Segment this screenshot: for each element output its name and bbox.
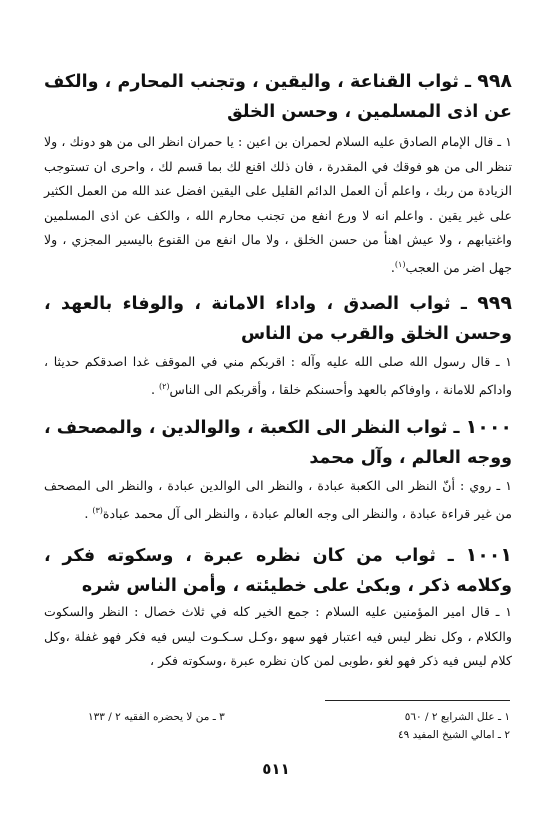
footnote-ref: (٢)	[158, 381, 170, 391]
footnote: ٣ ـ من لا يحضره الفقيه ٢ / ١٣٣	[88, 711, 225, 723]
section-paragraph	[44, 600, 512, 674]
section-heading	[44, 540, 512, 601]
section-number: ٩٩٩	[477, 292, 512, 314]
footnote-ref: (١)	[394, 259, 406, 269]
paragraph-text: ١ ـ قال امير المؤمنين عليه السلام : جمع الخير كله في ثلاث خصال : النظر والسكوت والكلام ، وكل نظر ليس فيه اعتبار فهو سهو ،وكـل سـكـوت ليس فيه فكر فهو غفلة ،وكل كلام ليس فيه ذكر فهو لغو ،طوبى لمن كان نظره عبرة ،وسكوته فكر ،	[44, 604, 512, 669]
section-heading	[44, 288, 512, 349]
footnote: ٢ ـ امالي الشيخ المفيد ٤٩	[398, 729, 510, 741]
footnote-ref: (٣)	[92, 505, 103, 515]
section-title: ـ ثواب من كان نظره عبرة ، وسكوته فكر ، وكلامه ذكر ، وبكىٰ على خطيئته ، وأمن الناس شره	[44, 546, 512, 596]
paragraph-text: ١ ـ قال الإمام الصادق عليه السلام لحمران بن اعين : يا حمران انظر الى من هو دونك ، ولا تنظر الى من هو فوقك في المقدرة ، فان ذلك اقنع لك بما قسم لك ، واحرى ان تستوجب الزيادة من ربك ، واعلم أن العمل الدائم القليل على اليقين افضل عند الله من العمل الكثير على غير يقين . واعلم انه لا ورع انفع من تجنب محارم الله ، والكف عن اذى المسلمين واغتيابهم ، ولا عيش اهنأ من حسن الخلق ، ولا مال انفع من القنوع باليسير المجزي ، ولا جهل اضر من العجب	[44, 134, 512, 276]
section-paragraph: ١ ـ روي : أنّ النظر الى الكعبة عبادة ، والنظر الى الوالدين عبادة ، والنظر الى المصحف من غير قراءة عبادة ، والنظر الى وجه العالم عبادة ، والنظر الى آل محمد عبادة$^{(٣)}$ .	[44, 478, 512, 521]
paragraph-text: ١ ـ قال رسول الله صلى الله عليه وآله : اقربكم مني في الموقف غدا اصدقكم حديثا ، واداكم للامانة ، واوفاكم بالعهد وأحسنكم خلقا ، وأقربكم الى الناس	[44, 354, 512, 397]
footnote: ١ ـ علل الشرايع ٢ / ٥٦٠	[404, 711, 510, 723]
section-number: ١٠٠٠	[465, 416, 513, 438]
section-title: ـ ثواب النظر الى الكعبة ، والوالدين ، والمصحف ، ووجه العالم ، وآل محمد	[44, 418, 512, 468]
paragraph-text: ١ ـ روي : أنّ النظر الى الكعبة عبادة ، والنظر الى الوالدين عبادة ، والنظر الى المصحف من غير قراءة عبادة ، والنظر الى وجه العالم عبادة ، والنظر الى آل محمد عبادة	[44, 478, 512, 521]
section-paragraph: ١ ـ قال رسول الله صلى الله عليه وآله : اقربكم مني في الموقف غدا اصدقكم حديثا ، واداكم للامانة ، واوفاكم بالعهد وأحسنكم خلقا ، وأقربكم الى الناس$^{(٢)}$ .	[44, 354, 512, 397]
section-number: ٩٩٨	[477, 70, 513, 92]
footnote-divider	[325, 700, 510, 701]
section-heading	[44, 412, 512, 473]
section-heading	[44, 66, 512, 127]
section-title: ـ ثواب الصدق ، واداء الامانة ، والوفاء بالعهد ، وحسن الخلق والقرب من الناس	[44, 294, 512, 344]
section-number: ١٠٠١	[465, 544, 512, 566]
section-title: ـ ثواب القناعة ، واليقين ، وتجنب المحارم ، والكف عن اذى المسلمين ، وحسن الخلق	[44, 72, 512, 122]
page-number: ٥١١	[262, 760, 290, 778]
section-paragraph: ١ ـ قال الإمام الصادق عليه السلام لحمران بن اعين : يا حمران انظر الى من هو دونك ، ولا تنظر الى من هو فوقك في المقدرة ، فان ذلك اقنع لك بما قسم لك ، واحرى ان تستوجب الزيادة من ربك ، واعلم أن العمل الدائم القليل على اليقين افضل عند الله من العمل الكثير على غير يقين . واعلم انه لا ورع انفع من تجنب محارم الله ، والكف عن اذى المسلمين واغتيابهم ، ولا عيش اهنأ من حسن الخلق ، ولا مال انفع من القنوع باليسير المجزي ، ولا جهل اضر من العجب$^{(١)}$.	[44, 134, 512, 276]
